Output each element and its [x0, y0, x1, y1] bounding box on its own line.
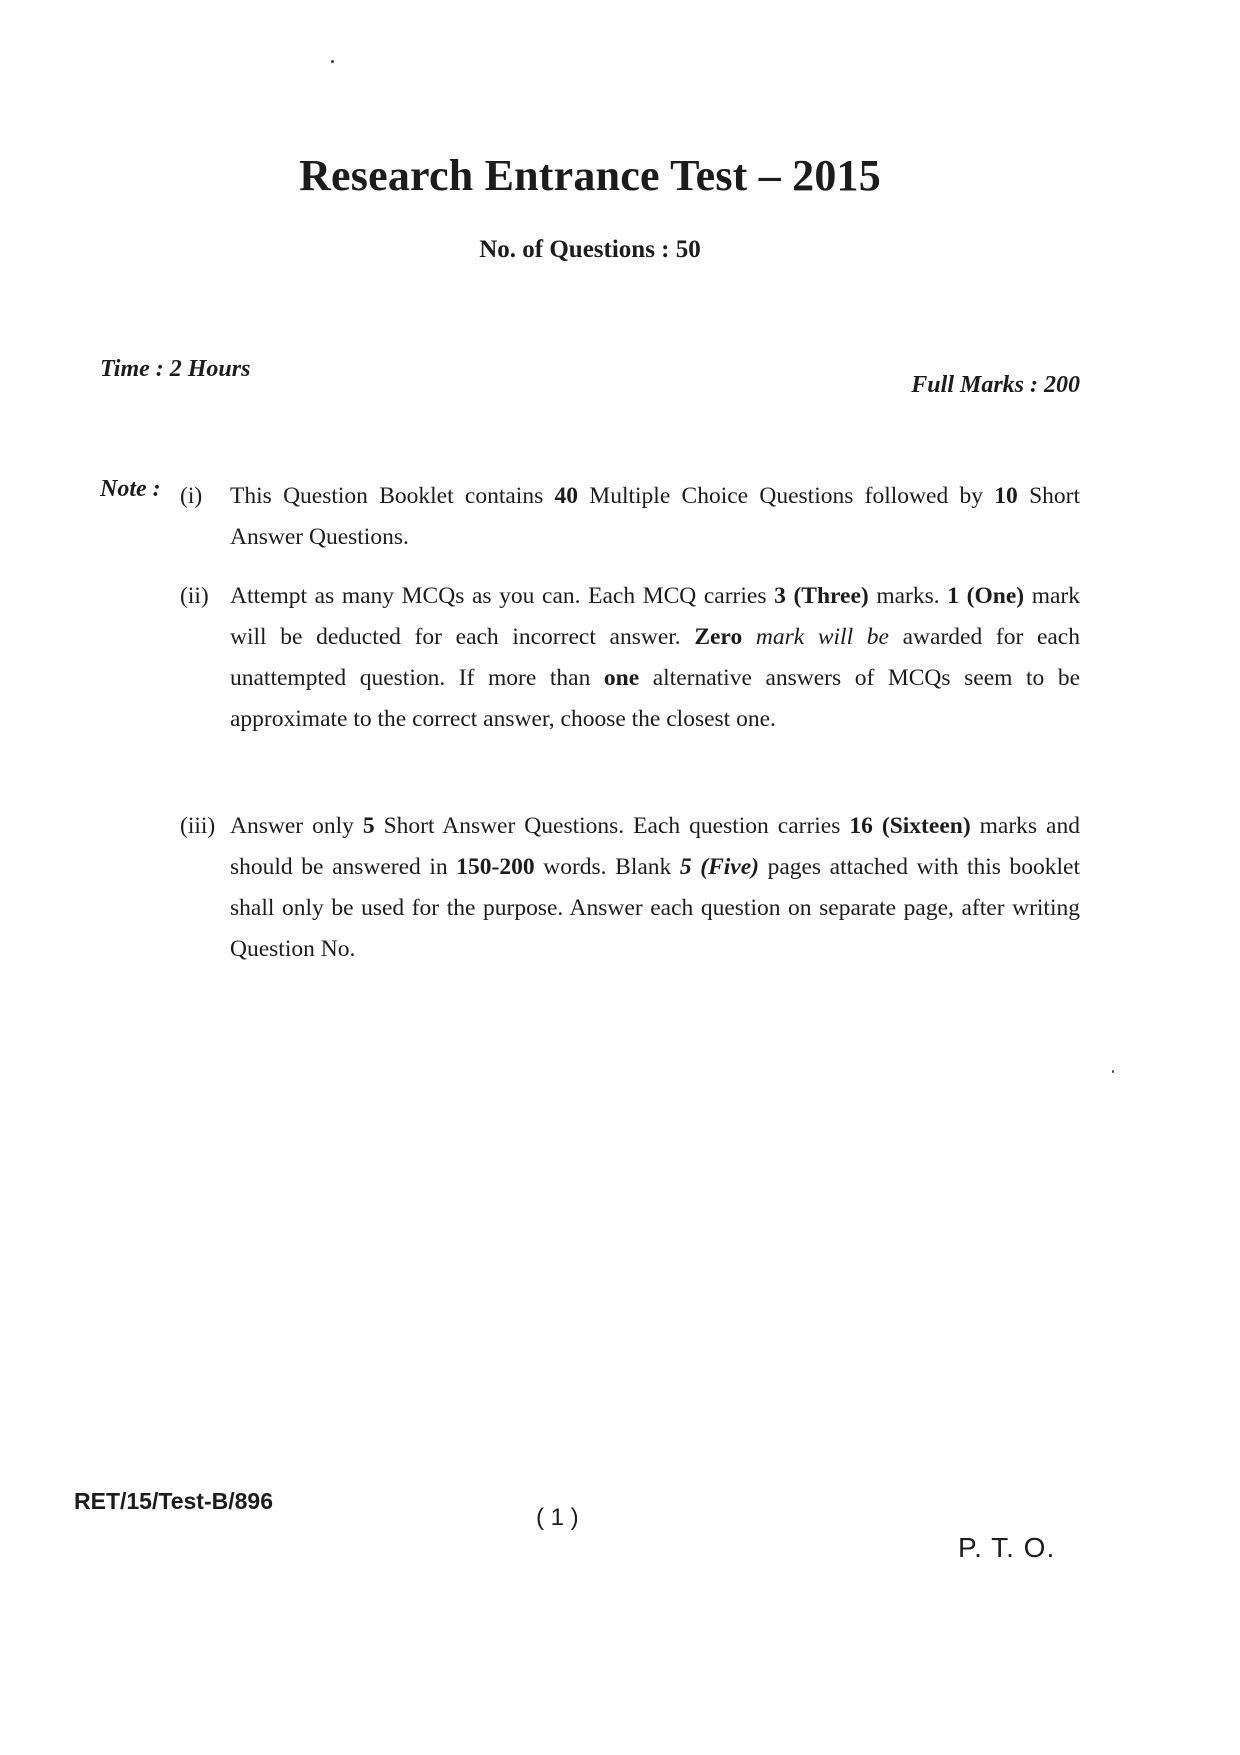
full-marks: Full Marks : 200	[911, 372, 1080, 398]
scan-speck	[1112, 1070, 1114, 1073]
exam-title: Research Entrance Test – 2015	[299, 151, 881, 200]
please-turn-over: P. T. O.	[958, 1532, 1056, 1563]
note-item-text: Attempt as many MCQs as you can. Each MCQ carries 3 (Three) marks. 1 (One) mark will be deducted for each incorrect answer. Zero mark will be awarded for each unattempted question. If more than one alternative answers of MCQs seem to be approximate to the correct answer, choose the closest one.	[230, 583, 1080, 732]
note-item-i	[180, 476, 1080, 558]
exam-time: Time : 2 Hours	[100, 356, 251, 382]
note-item-ii	[180, 576, 1080, 740]
page-number: ( 1 )	[536, 1504, 579, 1531]
number-of-questions: No. of Questions : 50	[479, 236, 701, 263]
note-item-number: (ii)	[180, 583, 209, 609]
note-item-number: (i)	[180, 483, 203, 509]
paper-code: RET/15/Test-B/896	[74, 1488, 273, 1514]
scan-speck	[331, 60, 334, 63]
note-item-text: This Question Booklet contains 40 Multiple Choice Questions followed by 10 Short Answer Questions.	[230, 483, 1080, 550]
note-item-text: Answer only 5 Short Answer Questions. Each question carries 16 (Sixteen) marks and should be answered in 150-200 words. Blank 5 (Five) pages attached with this booklet shall only be used for the purpose. Answer each question on separate page, after writing Question No.	[230, 813, 1080, 962]
note-item-number: (iii)	[180, 813, 216, 839]
note-label: Note :	[100, 476, 161, 502]
note-item-iii	[180, 806, 1080, 970]
